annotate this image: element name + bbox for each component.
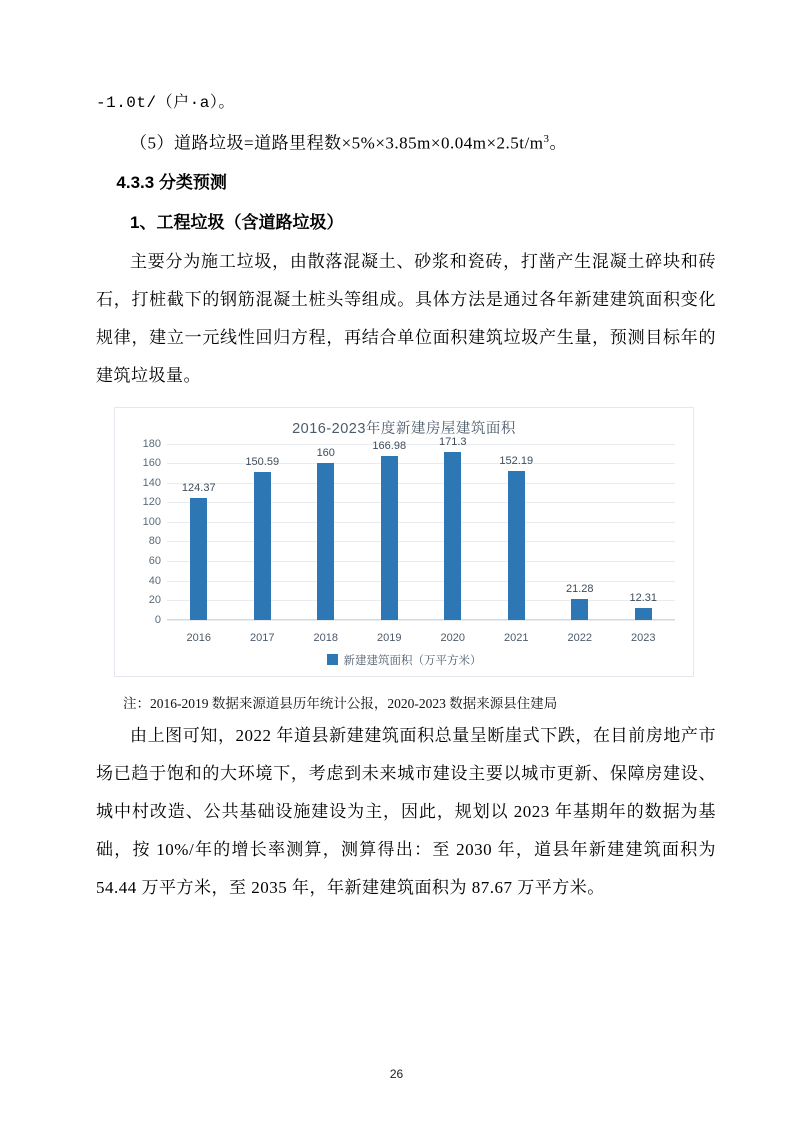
chart-x-label: 2018 <box>313 631 338 644</box>
chart-bars <box>167 436 675 620</box>
chart-bar-value-label: 124.37 <box>181 482 216 495</box>
formula-continuation: -1.0t/（户·a）。 <box>96 94 235 112</box>
chart-bar-cell <box>485 444 549 620</box>
chart-bar-value-label: 166.98 <box>372 440 407 453</box>
chart-x-label: 2019 <box>377 631 402 644</box>
chart-bar-value-label: 150.59 <box>245 456 280 469</box>
chart-bar-cell <box>612 444 676 620</box>
chart-bar <box>444 452 461 619</box>
chart-x-label: 2023 <box>631 631 656 644</box>
chart-y-tick-label: 80 <box>148 535 161 548</box>
chart-legend <box>115 652 693 668</box>
chart-note: 注：2016-2019 数据来源道县历年统计公报，2020-2023 数据来源县住建局 <box>123 695 558 711</box>
chart-y-tick-label: 160 <box>142 457 161 470</box>
list-item-5 <box>96 120 716 163</box>
chart-bar-cell <box>231 444 295 620</box>
chart-y-tick-label: 180 <box>142 437 161 450</box>
chart-y-tick-label: 100 <box>142 515 161 528</box>
chart-x-tick-labels <box>167 632 675 644</box>
list-item-5-period: 。 <box>549 133 567 153</box>
chart-bar-value-label: 12.31 <box>629 591 658 604</box>
chart-bar <box>317 463 334 619</box>
chart-bar-value-label: 152.19 <box>499 454 534 467</box>
page-content <box>96 86 716 907</box>
chart-y-tick-label: 20 <box>148 594 161 607</box>
chart-bar <box>508 471 525 620</box>
paragraph-2: 由上图可知，2022 年道县新建建筑面积总量呈断崖式下跌，在目前房地产市场已趋于饱和的大环境下，考虑到未来城市建设主要以城市更新、保障房建设、城中村改造、公共基础设施建设为主，因此，规划以 2023 年基期年的数据为基础，按 10%/年的增长率测算，测算得出：至 2030 年，道县年新建建筑面积为 54.44 万平方米，至 2035 年，年新建建筑面积为 87.67 万平方米。 <box>96 725 716 897</box>
chart-x-label: 2016 <box>186 631 211 644</box>
chart-gridline <box>154 613 675 626</box>
sub-heading: 1、工程垃圾（含道路垃圾） <box>130 212 344 232</box>
chart-bar-cell <box>421 436 485 620</box>
chart-y-tick-label: 140 <box>142 476 161 489</box>
chart-bar <box>381 456 398 619</box>
chart-bar-cell <box>294 444 358 620</box>
list-item-5-superscript: 3 <box>543 133 550 145</box>
chart-x-label: 2021 <box>504 631 529 644</box>
chart-x-label: 2020 <box>440 631 465 644</box>
chart-y-tick-label: 60 <box>148 554 161 567</box>
chart-bar <box>635 608 652 620</box>
chart-title: 2016-2023年度新建房屋建筑面积 <box>292 420 516 437</box>
chart-bar-value-label: 171.3 <box>438 436 467 449</box>
page-number: 26 <box>389 1067 404 1081</box>
chart-bar-cell <box>358 440 422 620</box>
chart-bar <box>571 599 588 620</box>
chart-y-tick-label: 0 <box>154 613 161 626</box>
paragraph-1: 主要分为施工垃圾，由散落混凝土、砂浆和瓷砖，打凿产生混凝土碎块和砖石，打桩截下的钢筋混凝土桩头等组成。具体方法是通过各年新建建筑面积变化规律，建立一元线性回归方程，再结合单位面积建筑垃圾产生量，预测目标年的建筑垃圾量。 <box>96 251 716 385</box>
chart-y-tick-label: 40 <box>148 574 161 587</box>
chart-bar-value-label: 21.28 <box>565 582 594 595</box>
section-heading: 4.3.3 分类预测 <box>116 172 227 192</box>
list-item-5-text: （5）道路垃圾=道路里程数×5%×3.85m×0.04m×2.5t/m <box>130 133 544 153</box>
bar-chart <box>114 407 694 677</box>
chart-bar <box>190 498 207 620</box>
chart-plot-area <box>142 436 675 626</box>
chart-bar-value-label: 160 <box>316 447 335 460</box>
legend-swatch-icon <box>327 654 338 665</box>
chart-x-label: 2022 <box>567 631 592 644</box>
chart-x-label: 2017 <box>250 631 275 644</box>
chart-bar-cell <box>167 444 231 620</box>
legend-label: 新建建筑面积（万平方米） <box>343 654 482 667</box>
chart-y-tick-label: 120 <box>142 496 161 509</box>
chart-bar-cell <box>548 444 612 620</box>
chart-bar <box>254 472 271 619</box>
